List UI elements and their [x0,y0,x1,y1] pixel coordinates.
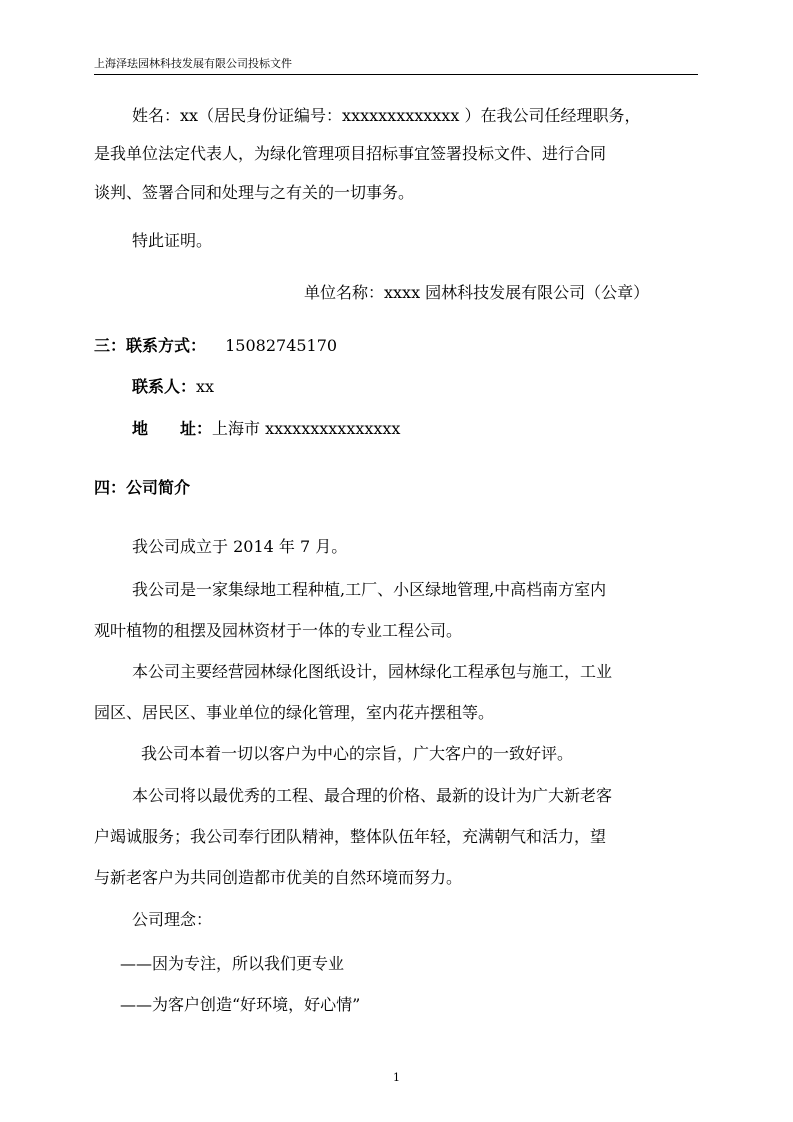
page-header [94,56,698,75]
intro-paragraph-2-line-1: 我公司是一家集绿地工程种植,工厂、小区绿地管理,中高档南方室内 [132,580,607,599]
page-number: 1 [393,1071,400,1084]
contact-row-address [132,419,400,439]
certificate-line-4: 特此证明。 [132,231,213,250]
contact-phone: 15082745170 [225,336,338,355]
intro-paragraph-5-line-2: 户竭诚服务；我公司奉行团队精神，整体队伍年轻，充满朝气和活力，望 [94,827,607,846]
certificate-line-3: 谈判、签署合同和处理与之有关的一切事务。 [94,183,415,202]
contact-person-label: 联系人： [132,377,197,396]
intro-heading: 四：公司简介 [94,478,191,497]
intro-paragraph-3-line-2: 园区、居民区、事业单位的绿化管理，室内花卉摆租等。 [94,703,495,722]
contact-address-value: 上海市 xxxxxxxxxxxxxxx [212,419,401,438]
philosophy-label: 公司理念： [132,910,213,929]
intro-paragraph-3-line-1: 本公司主要经营园林绿化图纸设计，园林绿化工程承包与施工，工业 [132,662,613,681]
intro-paragraph-2-line-2: 观叶植物的租摆及园林资材于一体的专业工程公司。 [94,621,463,640]
contact-person-value: xx [196,377,215,396]
intro-paragraph-1: 我公司成立于 2014 年 7 月。 [132,537,348,556]
contact-heading: 三：联系方式： [94,336,207,355]
certificate-line-2: 是我单位法定代表人，为绿化管理项目招标事宜签署投标文件、进行合同 [94,144,607,163]
motto-line-1: ——因为专注，所以我们更专业 [120,954,345,973]
intro-paragraph-4: 我公司本着一切以客户为中心的宗旨，广大客户的一致好评。 [141,744,574,763]
contact-row-phone [94,336,337,356]
intro-paragraph-5-line-1: 本公司将以最优秀的工程、最合理的价格、最新的设计为广大新老客 [132,786,613,805]
header-text: 上海泽珐园林科技发展有限公司投标文件 [94,57,292,70]
certificate-line-1: 姓名：xx（居民身份证编号：xxxxxxxxxxxxx ）在我公司任经理职务， [132,106,641,125]
certificate-signature: 单位名称：xxxx 园林科技发展有限公司（公章） [304,283,650,302]
intro-paragraph-5-line-3: 与新老客户为共同创造都市优美的自然环境而努力。 [94,868,463,887]
motto-line-2: ——为客户创造“好环境，好心情” [120,995,361,1014]
contact-address-label: 地 址： [132,419,213,438]
contact-row-person [132,377,214,397]
